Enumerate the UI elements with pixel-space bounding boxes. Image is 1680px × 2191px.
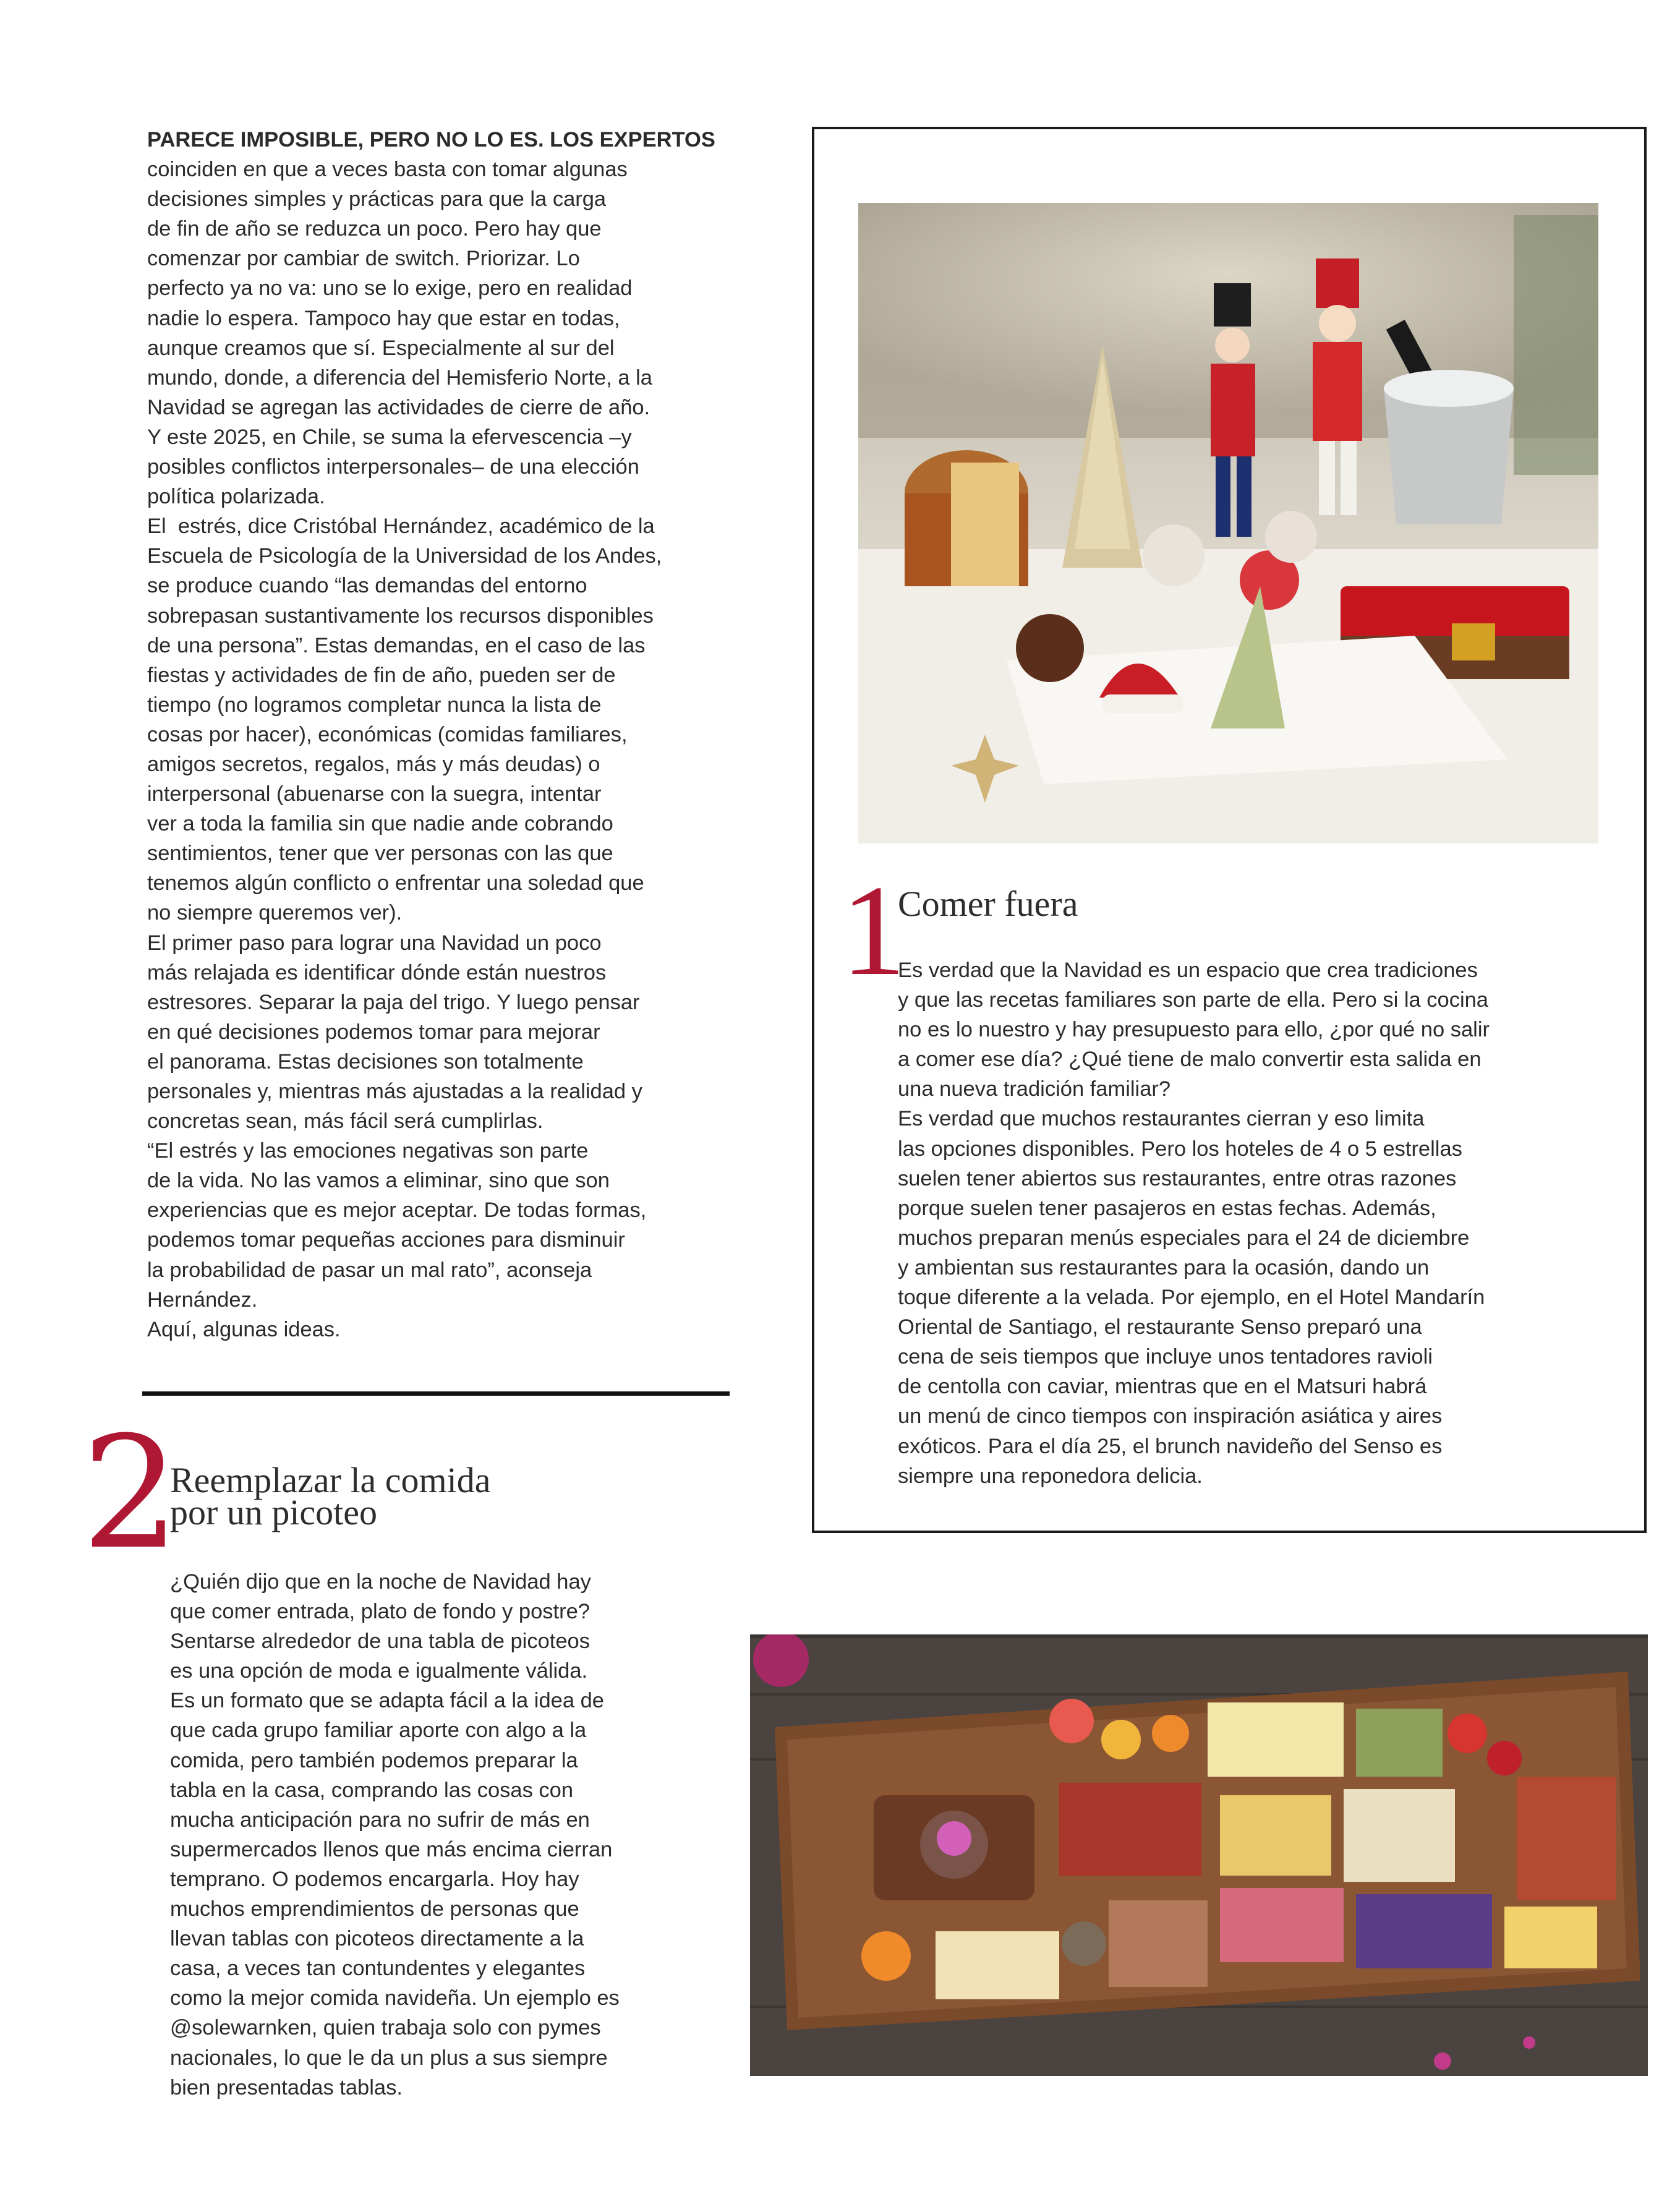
intro-body-line: perfecto ya no va: uno se lo exige, pero en realidad [147, 276, 633, 301]
intro-body-line: El primer paso para lograr una Navidad un poco [147, 931, 602, 955]
section-2-body [170, 1567, 702, 2103]
section-1-body-line: a comer ese día? ¿Qué tiene de malo convertir esta salida en [898, 1048, 1482, 1072]
section-1-body-line: Es verdad que muchos restaurantes cierran y eso limita [898, 1107, 1425, 1131]
intro-body-line: podemos tomar pequeñas acciones para disminuir [147, 1228, 625, 1252]
intro-body-line: mundo, donde, a diferencia del Hemisferio Norte, a la [147, 365, 652, 390]
intro-body-line: ver a toda la familia sin que nadie ande cobrando [147, 812, 613, 836]
intro-body-line: fiestas y actividades de fin de año, pueden ser de [147, 663, 616, 687]
intro-body-line: El estrés, dice Cristóbal Hernández, académico de la [147, 515, 655, 539]
intro-body-line: sobrepasan sustantivamente los recursos disponibles [147, 604, 654, 628]
section-2-body-line: supermercados llenos que más encima cierran [170, 1837, 613, 1861]
intro-body-line: de fin de año se reduzca un poco. Pero hay que [147, 217, 602, 241]
intro-body-line: de una persona”. Estas demandas, en el caso de las [147, 633, 646, 657]
section-2-body-line: mucha anticipación para no sufrir de más en [170, 1808, 590, 1832]
intro-column [147, 125, 741, 1344]
section-2-body-line: Sentarse alrededor de una tabla de picoteos [170, 1629, 590, 1654]
section-2-title-line2: por un picoteo [170, 1492, 378, 1532]
intro-body-line: coinciden en que a veces basta con tomar algunas [147, 158, 628, 182]
intro-body-line: nadie lo espera. Tampoco hay que estar en todas, [147, 306, 620, 330]
section-1-body-line: no es lo nuestro y hay presupuesto para ello, ¿por qué no salir [898, 1018, 1490, 1042]
section-2-body-line: muchos emprendimientos de personas que [170, 1897, 579, 1921]
section-2-body-line: ¿Quién dijo que en la noche de Navidad hay [170, 1570, 591, 1594]
intro-body-line: amigos secretos, regalos, más y más deudas) o [147, 752, 600, 776]
intro-body-line: la probabilidad de pasar un mal rato”, aconseja [147, 1258, 592, 1282]
section-1-body-line: porque suelen tener pasajeros en estas fechas. Además, [898, 1196, 1436, 1220]
intro-body-line: personales y, mientras más ajustadas a la realidad y [147, 1080, 642, 1103]
section-1-body-line: Es verdad que la Navidad es un espacio que crea tradiciones [898, 959, 1478, 982]
section-1-body-line: muchos preparan menús especiales para el 24 de diciembre [898, 1226, 1470, 1250]
section-1-body-line: exóticos. Para el día 25, el brunch navideño del Senso es [898, 1434, 1443, 1458]
section-1-body-line: y que las recetas familiares son parte de ella. Pero si la cocina [898, 988, 1488, 1012]
charcuterie-board-photo [750, 1634, 1648, 2076]
intro-body-line: política polarizada. [147, 485, 325, 509]
section-2-body-line: llevan tablas con picoteos directamente a la [170, 1927, 584, 1951]
section-2-body-line: casa, a veces tan contundentes y elegantes [170, 1957, 586, 1981]
intro-body-line: más relajada es identificar dónde están nuestros [147, 960, 607, 984]
section-2-body-line: @solewarnken, quien trabaja solo con pymes [170, 2016, 601, 2040]
section-1-body-line: una nueva tradición familiar? [898, 1077, 1171, 1101]
section-1-number: 1 [841, 859, 906, 1002]
section-2-body-line: como la mejor comida navideña. Un ejemplo es [170, 1986, 620, 2010]
section-1-body-line: Oriental de Santiago, el restaurante Senso preparó una [898, 1315, 1422, 1339]
intro-body-line: sentimientos, tener que ver personas con las que [147, 842, 613, 866]
section-2-title [170, 1460, 553, 1532]
section-1-body [898, 955, 1597, 1491]
section-2-body-line: que comer entrada, plato de fondo y postre? [170, 1600, 590, 1624]
section-1-body-line: toque diferente a la velada. Por ejemplo, en el Hotel Mandarín [898, 1286, 1485, 1310]
section-2-body-line: tabla en la casa, comprando las cosas con [170, 1778, 574, 1802]
section-2-body-line: comida, pero también podemos preparar la [170, 1748, 578, 1772]
section-divider [142, 1391, 730, 1396]
section-2-body-line: nacionales, lo que le da un plus a sus siempre [170, 2046, 608, 2070]
section-1-body-line: un menú de cinco tiempos con inspiración asiática y aires [898, 1404, 1443, 1429]
intro-body-line: posibles conflictos interpersonales– de una elección [147, 455, 639, 479]
section-2-number: 2 [82, 1403, 181, 1583]
section-2-body-line: Es un formato que se adapta fácil a la idea de [170, 1689, 604, 1713]
intro-body-line: interpersonal (abuenarse con la suegra, intentar [147, 782, 602, 806]
intro-body-line: Escuela de Psicología de la Universidad de los Andes, [147, 544, 662, 568]
intro-body-line: estresores. Separar la paja del trigo. Y luego pensar [147, 990, 640, 1014]
section-1-body-line: las opciones disponibles. Pero los hoteles de 4 o 5 estrellas [898, 1137, 1462, 1161]
intro-body-line: experiencias que es mejor aceptar. De todas formas, [147, 1198, 647, 1223]
section-1-body-line: de centolla con caviar, mientras que en el Matsuri habrá [898, 1375, 1427, 1399]
intro-body [147, 155, 741, 1344]
charcuterie-board-illustration [750, 1634, 1648, 2076]
intro-body-line: decisiones simples y prácticas para que la carga [147, 187, 607, 211]
christmas-desserts-illustration [858, 203, 1598, 844]
christmas-desserts-photo [858, 203, 1598, 844]
section-1-title: Comer fuera [898, 884, 1078, 924]
section-2-body-line: bien presentadas tablas. [170, 2075, 403, 2099]
intro-body-line: comenzar por cambiar de switch. Priorizar. Lo [147, 247, 580, 271]
section-2-title-line1: Reemplazar la comida [170, 1460, 491, 1500]
intro-body-line: Aquí, algunas ideas. [147, 1317, 341, 1341]
section-1-body-line: siempre una reponedora delicia. [898, 1464, 1203, 1488]
intro-body-line: en qué decisiones podemos tomar para mejorar [147, 1020, 600, 1044]
intro-body-line: no siempre queremos ver). [147, 901, 403, 925]
section-1-body-line: y ambientan sus restaurantes para la ocasión, dando un [898, 1255, 1430, 1279]
intro-body-line: se produce cuando “las demandas del entorno [147, 574, 587, 598]
intro-body-line: de la vida. No las vamos a eliminar, sino que son [147, 1169, 610, 1193]
section-2-body-line: temprano. O podemos encargarla. Hoy hay [170, 1867, 579, 1891]
intro-body-line: el panorama. Estas decisiones son totalmente [147, 1049, 584, 1074]
intro-lead: PARECE IMPOSIBLE, PERO NO LO ES. LOS EXPERTOS [147, 128, 715, 152]
section-1-body-line: cena de seis tiempos que incluye unos tentadores ravioli [898, 1345, 1433, 1369]
intro-body-line: aunque creamos que sí. Especialmente al sur del [147, 336, 615, 360]
intro-body-line: tenemos algún conflicto o enfrentar una soledad que [147, 871, 644, 895]
section-2-body-line: que cada grupo familiar aporte con algo a la [170, 1719, 587, 1743]
section-2-body-line: es una opción de moda e igualmente válida. [170, 1659, 588, 1683]
intro-body-line: “El estrés y las emociones negativas son parte [147, 1139, 589, 1163]
intro-body-line: tiempo (no logramos completar nunca la lista de [147, 693, 602, 717]
section-1-body-line: suelen tener abiertos sus restaurantes, entre otras razones [898, 1166, 1457, 1190]
intro-body-line: Y este 2025, en Chile, se suma la efervescencia –y [147, 425, 632, 449]
intro-body-line: concretas sean, más fácil será cumplirlas. [147, 1109, 544, 1134]
intro-body-line: cosas por hacer), económicas (comidas familiares, [147, 722, 628, 746]
intro-body-line: Navidad se agregan las actividades de cierre de año. [147, 395, 650, 419]
intro-body-line: Hernández. [147, 1288, 258, 1312]
